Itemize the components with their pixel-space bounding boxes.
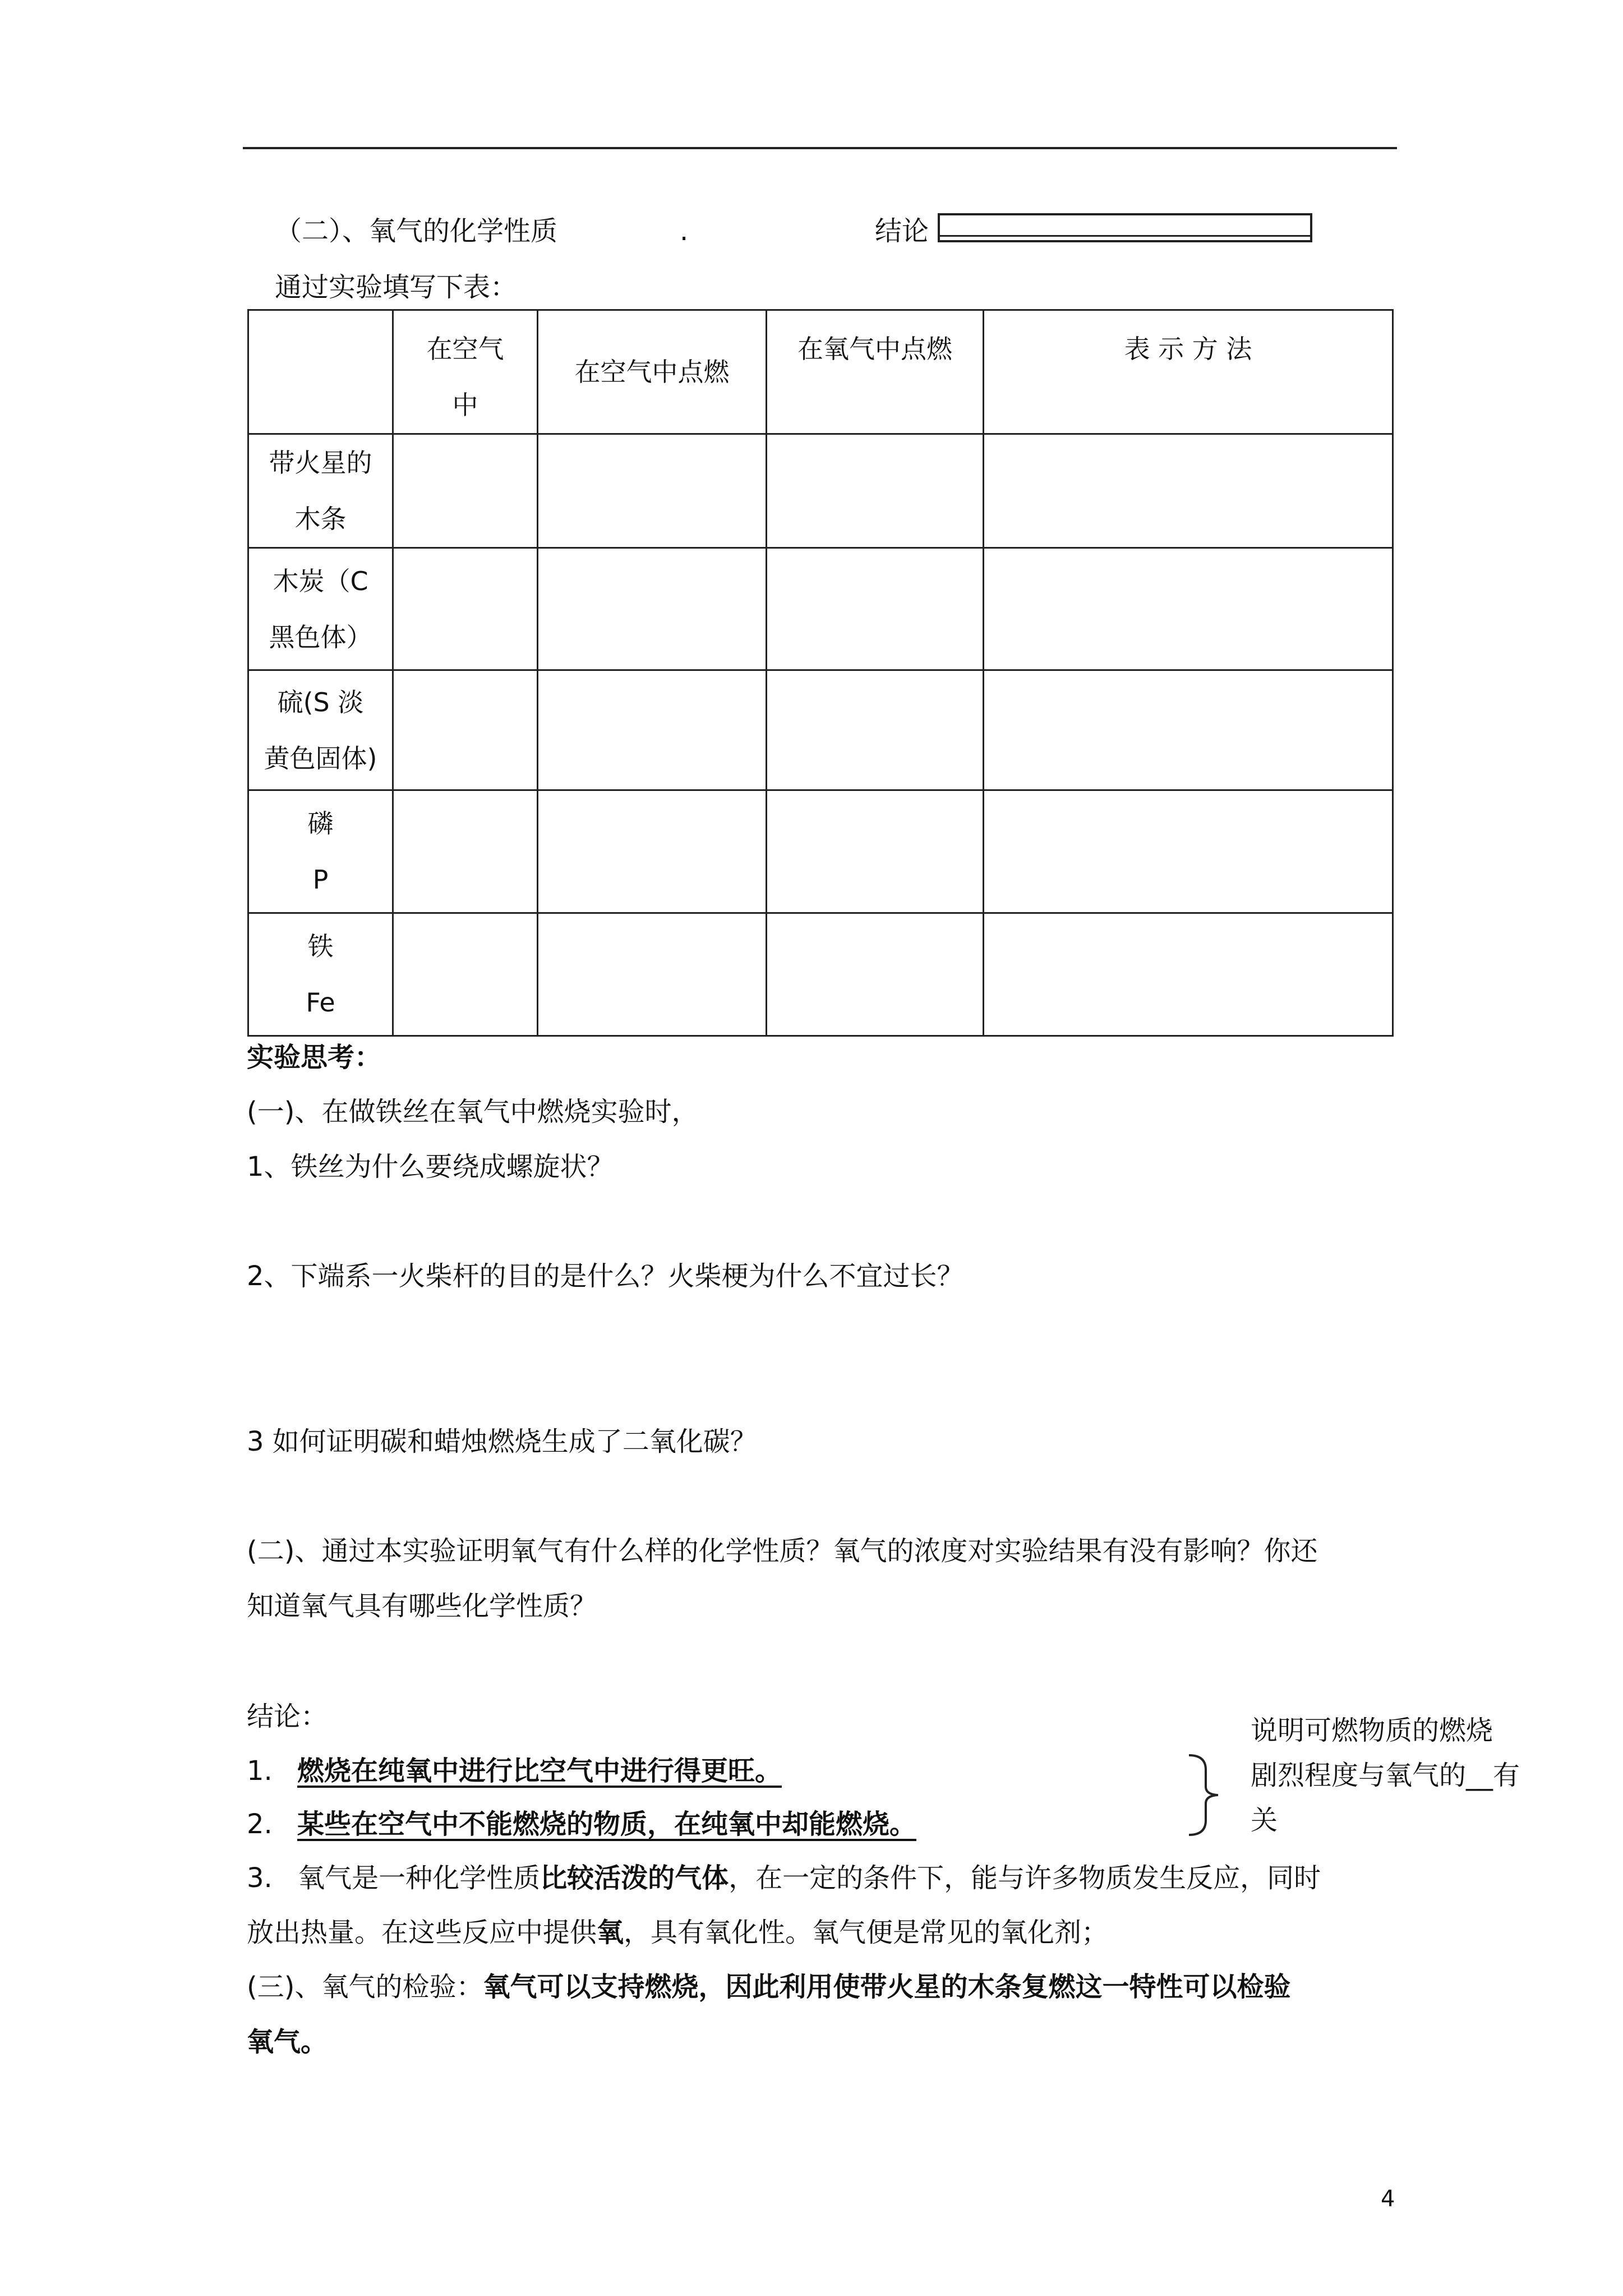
table-row xyxy=(248,434,1393,548)
row-label-line1: 带火星的 xyxy=(269,448,372,478)
page-number: 4 xyxy=(1381,2186,1395,2212)
answer-cell[interactable] xyxy=(393,548,538,670)
row-label-sulfur xyxy=(248,670,393,790)
header-in-air xyxy=(393,310,538,434)
conclusion-item3-number: 3. xyxy=(247,1862,273,1894)
conclusion-title: 结论： xyxy=(247,1701,328,1732)
thinking-part1: (一)、在做铁丝在氧气中燃烧实验时， xyxy=(247,1096,699,1128)
row-label-phosphorus xyxy=(248,790,393,913)
conclusion-item2-text: 某些在空气中不能燃烧的物质，在纯氧中却能燃烧。 xyxy=(297,1809,917,1840)
table-row xyxy=(248,913,1393,1036)
row-label-charcoal xyxy=(248,548,393,670)
experiment-table xyxy=(247,309,1394,1037)
answer-cell[interactable] xyxy=(984,434,1393,548)
answer-cell[interactable] xyxy=(767,670,984,790)
row-label-line1: 硫(S 淡 xyxy=(277,687,364,717)
thinking-part2-line2: 知道氧气具有哪些化学性质？ xyxy=(247,1590,597,1622)
row-label-line2: 黑色体） xyxy=(269,622,372,652)
conclusion-item2-number: 2. xyxy=(247,1809,273,1840)
conclusion-answer-box[interactable] xyxy=(938,213,1312,242)
answer-cell[interactable] xyxy=(984,548,1393,670)
conclusion-item1-number: 1. xyxy=(247,1755,273,1787)
header-ignite-in-air-text: 在空气中点燃 xyxy=(574,357,730,387)
row-label-glowing-splint xyxy=(248,434,393,548)
conclusion-part3-label: (三)、氧气的检验： xyxy=(247,1971,483,2003)
answer-cell[interactable] xyxy=(538,670,767,790)
header-representation xyxy=(984,310,1393,434)
table-row xyxy=(248,790,1393,913)
conclusion-note-line2: 剧烈程度与氧气的__有 xyxy=(1251,1760,1520,1791)
answer-cell[interactable] xyxy=(984,913,1393,1036)
header-in-air-line2: 中 xyxy=(452,390,478,420)
question-3: 3 如何证明碳和蜡烛燃烧生成了二氧化碳？ xyxy=(247,1426,757,1457)
answer-cell[interactable] xyxy=(767,913,984,1036)
conclusion-note-line1: 说明可燃物质的燃烧 xyxy=(1251,1715,1493,1746)
answer-cell[interactable] xyxy=(767,434,984,548)
conclusion-item3-part-b: 比较活泼的气体 xyxy=(540,1862,729,1894)
conclusion-item1-text: 燃烧在纯氧中进行比空气中进行得更旺。 xyxy=(297,1755,782,1787)
thinking-part2-line1: (二)、通过本实验证明氧气有什么样的化学性质？氧气的浓度对实验结果有没有影响？你还 xyxy=(247,1535,1318,1567)
answer-cell[interactable] xyxy=(538,434,767,548)
answer-cell[interactable] xyxy=(393,913,538,1036)
answer-cell[interactable] xyxy=(538,790,767,913)
row-label-line2: 木条 xyxy=(294,504,347,534)
header-ignite-in-oxygen-text: 在氧气中点燃 xyxy=(797,334,952,364)
conclusion-part3-text: 氧气可以支持燃烧，因此利用使带火星的木条复燃这一特性可以检验 xyxy=(483,1971,1291,2003)
conclusion-item3-line1 xyxy=(247,1861,1321,1895)
answer-cell[interactable] xyxy=(393,790,538,913)
row-label-line1: 木炭（C xyxy=(273,565,368,596)
section-dot: . xyxy=(680,215,689,247)
row-label-line1: 铁 xyxy=(307,931,334,961)
answer-cell[interactable] xyxy=(767,548,984,670)
conclusion-note-line3: 关 xyxy=(1251,1805,1278,1836)
header-ignite-in-air xyxy=(538,310,767,434)
question-2: 2、下端系一火柴杆的目的是什么？火柴梗为什么不宜过长？ xyxy=(247,1260,964,1292)
answer-cell[interactable] xyxy=(538,548,767,670)
row-label-iron xyxy=(248,913,393,1036)
conclusion-item3-part-c: ，在一定的条件下，能与许多物质发生反应，同时 xyxy=(728,1862,1321,1894)
conclusion-part3-line2: 氧气。 xyxy=(247,2026,328,2058)
table-header-row xyxy=(248,310,1393,434)
header-in-air-line1: 在空气 xyxy=(426,334,504,364)
conclusion-item3-line2-b: 氧 xyxy=(597,1917,624,1948)
answer-cell[interactable] xyxy=(538,913,767,1036)
answer-cell[interactable] xyxy=(393,670,538,790)
right-brace-icon xyxy=(1183,1753,1223,1837)
conclusion-item3-line2 xyxy=(247,1916,1108,1949)
answer-cell[interactable] xyxy=(767,790,984,913)
answer-cell[interactable] xyxy=(984,670,1393,790)
table-row xyxy=(248,670,1393,790)
row-label-line1: 磷 xyxy=(307,808,334,839)
header-rule xyxy=(243,147,1397,149)
table-intro: 通过实验填写下表： xyxy=(275,272,518,303)
header-ignite-in-oxygen xyxy=(767,310,984,434)
header-cell-empty xyxy=(248,310,393,434)
conclusion-part3-line1 xyxy=(247,1970,1290,2004)
thinking-title: 实验思考： xyxy=(247,1042,382,1073)
table-row xyxy=(248,548,1393,670)
conclusion-label: 结论 xyxy=(875,215,929,247)
conclusion-item3-line2-c: ，具有氧化性。氧气便是常见的氧化剂； xyxy=(624,1917,1109,1948)
row-label-line2: Fe xyxy=(306,987,335,1018)
conclusion-item3-part-a: 氧气是一种化学性质 xyxy=(298,1862,541,1894)
row-label-line2: P xyxy=(312,864,329,895)
answer-cell[interactable] xyxy=(984,790,1393,913)
row-label-line2: 黄色固体) xyxy=(264,743,377,774)
question-1: 1、铁丝为什么要绕成螺旋状？ xyxy=(247,1151,614,1182)
section-title: （二）、氧气的化学性质 xyxy=(275,215,558,247)
conclusion-item3-line2-a: 放出热量。在这些反应中提供 xyxy=(247,1917,597,1948)
answer-cell[interactable] xyxy=(393,434,538,548)
header-representation-text: 表 示 方 法 xyxy=(1124,334,1252,364)
